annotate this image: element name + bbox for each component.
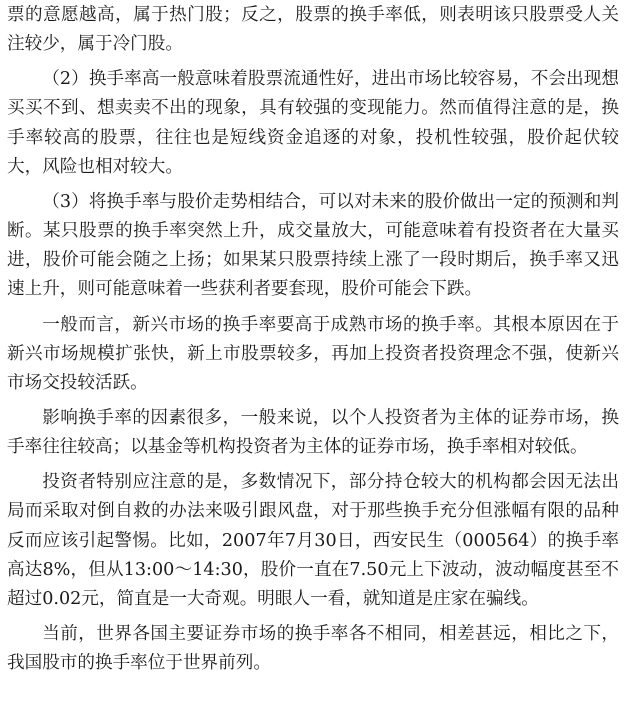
paragraph-point-2: （2）换手率高一般意味着股票流通性好，进出市场比较容易，不会出现想买买不到、想卖卖不出的现象，具有较强的变现能力。然而值得注意的是，换手率较高的股票，往往也是短线资金追逐的对象，投机性较强，股价起伏较大，风险也相对较大。	[7, 69, 619, 177]
paragraph-emerging-markets: 一般而言，新兴市场的换手率要高于成熟市场的换手率。其根本原因在于新兴市场规模扩张快，新上市股票较多，再加上投资者投资理念不强，使新兴市场交投较活跃。	[7, 314, 619, 393]
paragraph-continuation: 票的意愿越高，属于热门股；反之，股票的换手率低，则表明该只股票受人关注较少，属于冷门股。	[7, 5, 619, 55]
paragraph-influencing-factors: 影响换手率的因素很多，一般来说，以个人投资者为主体的证券市场，换手率往往较高；以基金等机构投资者为主体的证券市场，换手率相对较低。	[7, 407, 619, 458]
paragraph-investor-caution: 投资者特别应注意的是，多数情况下，部分持仓较大的机构都会因无法出局而采取对倒自救的办法来吸引跟风盘，对于那些换手充分但涨幅有限的品种反而应该引起警惕。比如，2007年7月30日，西安民生（000564）的换手率高达8%，但从13:00～14:30，股价一直在7.50元上下波动，波动幅度甚至不超过0.02元，简直是一大奇观。明眼人一看，就知道是庄家在骗线。	[7, 472, 619, 609]
paragraph-point-3: （3）将换手率与股价走势相结合，可以对未来的股价做出一定的预测和判断。某只股票的换手率突然上升，成交量放大，可能意味着有投资者在大量买进，股价可能会随之上扬；如果某只股票持续上涨了一段时期后，换手率又迅速上升，则可能意味着一些获利者要套现，股价可能会下跌。	[7, 191, 619, 300]
paragraph-world-comparison: 当前，世界各国主要证券市场的换手率各不相同，相差甚远，相比之下，我国股市的换手率位于世界前列。	[7, 624, 619, 674]
